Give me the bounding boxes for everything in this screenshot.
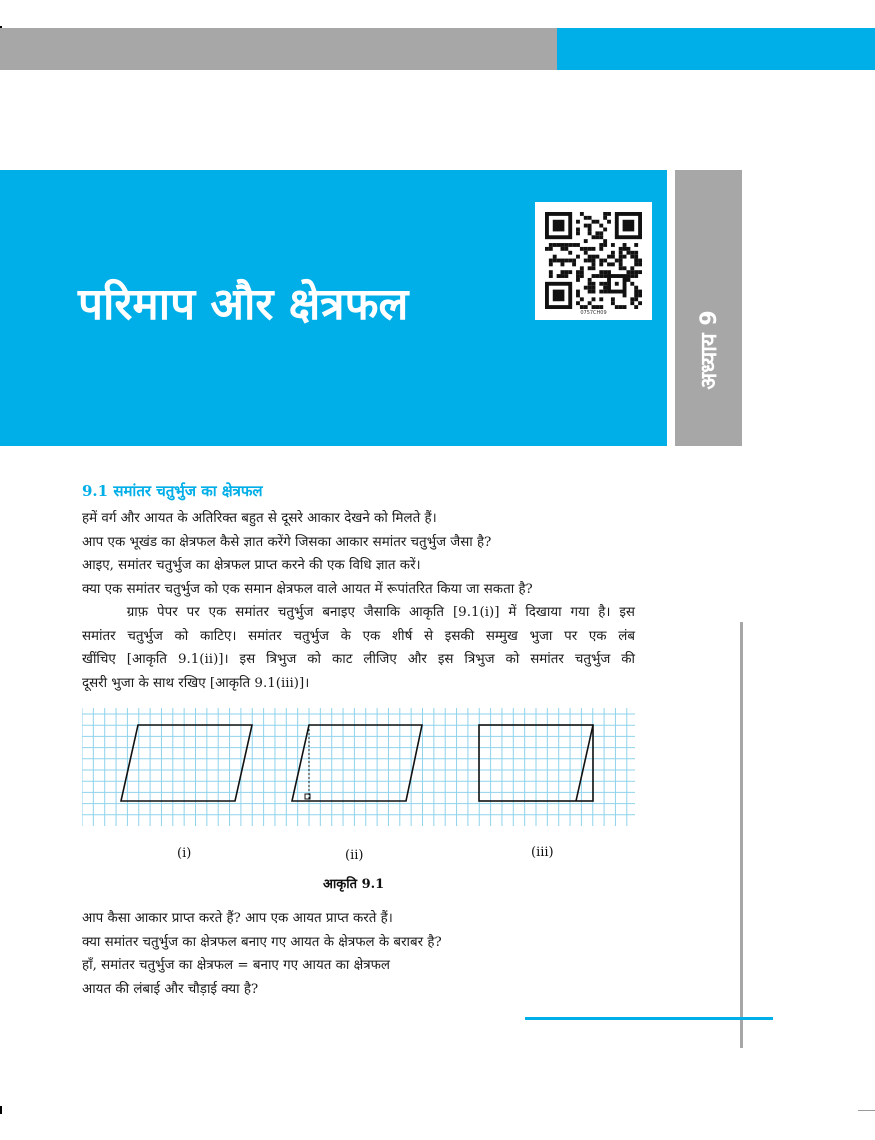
crop-mark (0, 1106, 2, 1114)
intro-line: हमें वर्ग और आयत के अतिरिक्त बहुत से दूसरे आकार देखने को मिलते हैं। (82, 511, 437, 526)
figure-label-ii: (ii) (345, 848, 364, 863)
activity-line: ग्राफ़ पेपर पर एक समांतर चतुर्भुज बनाइए जैसाकि आकृति [9.1(i)] में दिखाया गया है। इस (82, 605, 635, 620)
chapter-title: परिमाप और क्षेत्रफल (78, 279, 409, 330)
graph-paper-figure (82, 708, 635, 826)
intro-line: आइए, समांतर चतुर्भुज का क्षेत्रफल प्राप्त करने की एक विधि ज्ञात करें। (82, 558, 421, 573)
footer-rule (525, 1017, 773, 1020)
closing-line: आयत की लंबाई और चौड़ाई क्या है? (82, 981, 259, 997)
figure-9-1 (82, 708, 635, 826)
activity-paragraph (82, 601, 635, 695)
intro-line: आप एक भूखंड का क्षेत्रफल कैसे ज्ञात करेंगे जिसका आकार समांतर चतुर्भुज जैसा है? (82, 534, 492, 550)
margin-rule (740, 622, 743, 1048)
intro-line: क्या एक समांतर चतुर्भुज को एक समान क्षेत्रफल वाले आयत में रूपांतरित किया जा सकता है? (82, 581, 533, 597)
activity-line: समांतर चतुर्भुज को काटिए। समांतर चतुर्भुज के एक शीर्ष से इसकी सम्मुख भुजा पर एक लंब (82, 628, 635, 644)
closing-paragraph (82, 907, 635, 1001)
header-bar-gray (0, 28, 557, 70)
intro-paragraph (82, 507, 635, 601)
activity-line: दूसरी भुजा के साथ रखिए [आकृति 9.1(iii)]। (82, 675, 310, 691)
qr-code (535, 202, 652, 320)
chapter-number: अध्याय 9 (697, 310, 722, 390)
section-heading: 9.1 समांतर चतुर्भुज का क्षेत्रफल (82, 482, 263, 500)
header-bar-blue (557, 28, 875, 70)
figure-caption: आकृति 9.1 (323, 877, 385, 892)
closing-line: हाँ, समांतर चतुर्भुज का क्षेत्रफल = बनाए गए आयत का क्षेत्रफल (82, 958, 391, 973)
closing-line: क्या समांतर चतुर्भुज का क्षेत्रफल बनाए गए आयत के क्षेत्रफल के बराबर है? (82, 934, 442, 950)
qr-code-text: 0757CH09 (580, 310, 607, 316)
crop-mark (858, 1110, 875, 1111)
qr-code-icon (545, 212, 642, 309)
figure-label-i: (i) (177, 846, 192, 861)
figure-label-iii: (iii) (531, 845, 554, 860)
chapter-tab (675, 170, 742, 446)
closing-line: आप कैसा आकार प्राप्त करते हैं? आप एक आयत प्राप्त करते हैं। (82, 911, 393, 926)
activity-line: खींचिए [आकृति 9.1(ii)]। इस त्रिभुज को काट लीजिए और इस त्रिभुज को समांतर चतुर्भुज की (82, 652, 635, 667)
